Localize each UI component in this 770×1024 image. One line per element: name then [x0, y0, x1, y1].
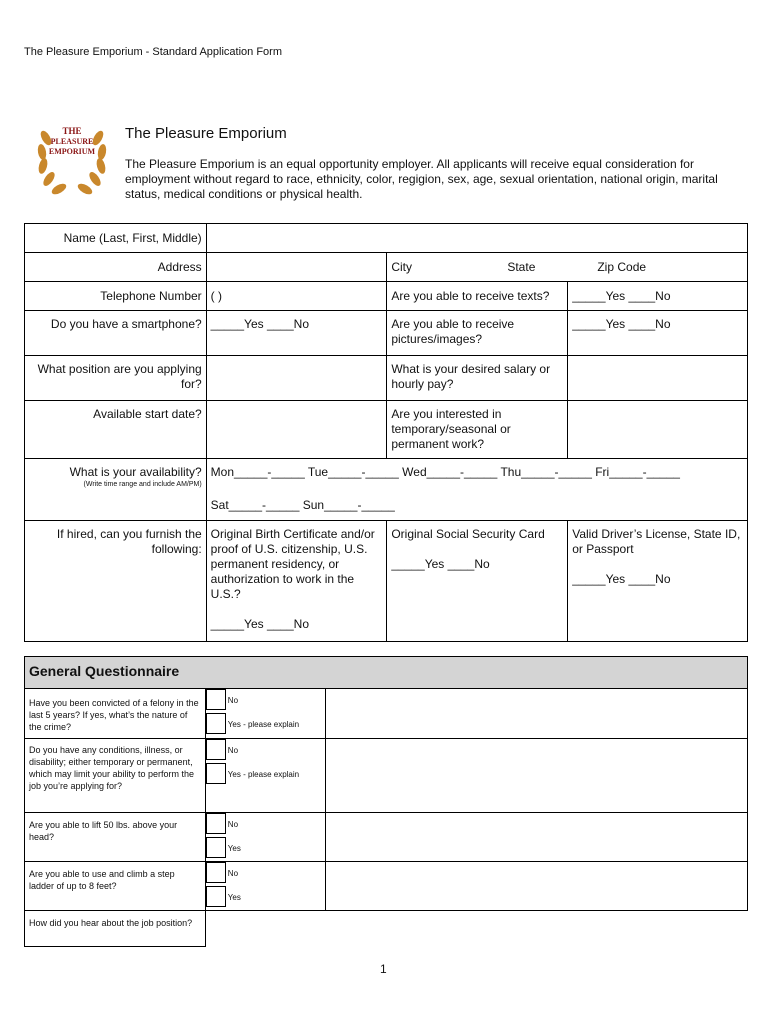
- option-label: Yes: [227, 844, 241, 853]
- application-form-table: [24, 223, 748, 642]
- general-questionnaire-table: [24, 656, 748, 947]
- birth-cert-options: _____Yes ____No: [210, 616, 309, 631]
- checkbox[interactable]: [206, 862, 226, 883]
- questionnaire-title: General Questionnaire: [29, 663, 180, 679]
- smartphone-label: Do you have a smartphone?: [50, 317, 202, 331]
- telephone-field[interactable]: [206, 282, 387, 311]
- availability-weekdays[interactable]: [206, 459, 747, 493]
- checkbox[interactable]: [206, 689, 226, 710]
- referral-field[interactable]: [205, 911, 747, 947]
- pictures-label: Are you able to receive pictures/images?: [391, 317, 515, 346]
- texts-label: Are you able to receive texts?: [391, 289, 550, 303]
- birth-cert-cell[interactable]: [206, 520, 387, 641]
- eeo-statement: The Pleasure Emporium is an equal opportunity employer. All applicants will receive equal consideration for employment without regard to race, ethnicity, color, regigion, sex, age, sexual orientation, national origin, marital status, medical conditions or physical health.: [125, 157, 718, 201]
- start-date-field[interactable]: [206, 401, 387, 459]
- availability-hint: (Write time range and include AM/PM): [83, 481, 202, 488]
- option-label: No: [227, 696, 239, 705]
- furnish-label: If hired, can you furnish the following:: [56, 526, 202, 556]
- felony-yes-option[interactable]: [206, 713, 325, 737]
- checkbox[interactable]: [206, 837, 226, 858]
- availability-weekdays-text: Mon_____-_____ Tue_____-_____ Wed_____-_____ Thu_____-_____ Fri_____-_____: [210, 465, 680, 479]
- texts-options[interactable]: [568, 282, 748, 311]
- lift-extra-field[interactable]: [325, 813, 747, 862]
- lift-no-option[interactable]: [206, 813, 325, 837]
- ssc-options: _____Yes ____No: [391, 556, 490, 571]
- license-label: Valid Driver’s License, State ID, or Passport: [572, 526, 741, 556]
- name-field[interactable]: [206, 224, 747, 253]
- option-label: No: [227, 746, 239, 755]
- license-cell[interactable]: [568, 520, 748, 641]
- checkbox[interactable]: [206, 763, 226, 784]
- checkbox[interactable]: [206, 739, 226, 760]
- smartphone-options-text: _____Yes ____No: [210, 317, 309, 331]
- city-label: City: [391, 260, 413, 274]
- lift-yes-option[interactable]: [206, 837, 325, 861]
- option-label: Yes - please explain: [227, 720, 300, 729]
- checkbox[interactable]: [206, 713, 226, 734]
- telephone-value: ( ): [210, 289, 222, 303]
- conditions-yes-option[interactable]: [206, 763, 325, 787]
- state-label: State: [507, 260, 536, 274]
- license-options: _____Yes ____No: [572, 571, 671, 586]
- address-field[interactable]: [206, 253, 387, 282]
- ladder-no-option[interactable]: [206, 862, 325, 886]
- position-label: What position are you applying for?: [37, 362, 202, 391]
- question-felony: Have you been convicted of a felony in the last 5 years? If yes, what’s the nature of the crime?: [29, 698, 199, 732]
- option-label: Yes: [227, 893, 241, 902]
- availability-weekend[interactable]: [206, 492, 747, 520]
- interested-label: Are you interested in temporary/seasonal or permanent work?: [391, 407, 511, 451]
- availability-weekend-text: Sat_____-_____ Sun_____-_____: [210, 498, 395, 512]
- zip-label: Zip Code: [597, 260, 647, 274]
- availability-label: What is your availability?: [69, 465, 202, 479]
- pictures-options[interactable]: [568, 311, 748, 356]
- company-logo: [34, 116, 110, 202]
- pictures-options-text: _____Yes ____No: [572, 317, 671, 331]
- checkbox[interactable]: [206, 886, 226, 907]
- question-lift: Are you able to lift 50 lbs. above your head?: [29, 820, 178, 842]
- conditions-explain-field[interactable]: [325, 739, 747, 813]
- texts-options-text: _____Yes ____No: [572, 289, 671, 303]
- start-date-label: Available start date?: [93, 407, 202, 421]
- question-referral: How did you hear about the job position?: [29, 918, 193, 928]
- logo-text-3: EMPORIUM: [48, 147, 96, 156]
- checkbox[interactable]: [206, 813, 226, 834]
- question-conditions: Do you have any conditions, illness, or disability; either temporary or permanent, which may limit your ability to perform the job you’re applying for?: [29, 745, 195, 791]
- option-label: No: [227, 869, 239, 878]
- felony-no-option[interactable]: [206, 689, 325, 713]
- option-label: Yes - please explain: [227, 770, 300, 779]
- logo-text-2: PLEASURE: [50, 137, 94, 146]
- ssc-cell[interactable]: [387, 520, 568, 641]
- smartphone-options[interactable]: [206, 311, 387, 356]
- document-header: The Pleasure Emporium - Standard Application Form: [24, 46, 283, 58]
- salary-field[interactable]: [568, 356, 748, 401]
- address-label: Address: [157, 260, 202, 274]
- salary-label: What is your desired salary or hourly pay?: [391, 362, 551, 391]
- telephone-label: Telephone Number: [100, 289, 202, 303]
- question-ladder: Are you able to use and climb a step ladder of up to 8 feet?: [29, 869, 175, 891]
- option-label: No: [227, 820, 239, 829]
- ladder-yes-option[interactable]: [206, 886, 325, 910]
- ssc-label: Original Social Security Card: [391, 526, 545, 541]
- logo-text-1: THE: [62, 126, 82, 136]
- name-label: Name (Last, First, Middle): [63, 231, 202, 245]
- city-state-zip-field[interactable]: [387, 253, 748, 282]
- birth-cert-label: Original Birth Certificate and/or proof of U.S. citizenship, U.S. permanent residency, or authorization to work in the U.S.?: [210, 526, 375, 601]
- conditions-no-option[interactable]: [206, 739, 325, 763]
- page-number: 1: [380, 962, 387, 976]
- ladder-extra-field[interactable]: [325, 862, 747, 911]
- interested-field[interactable]: [568, 401, 748, 459]
- position-field[interactable]: [206, 356, 387, 401]
- company-title: The Pleasure Emporium: [125, 125, 287, 142]
- felony-explain-field[interactable]: [325, 689, 747, 739]
